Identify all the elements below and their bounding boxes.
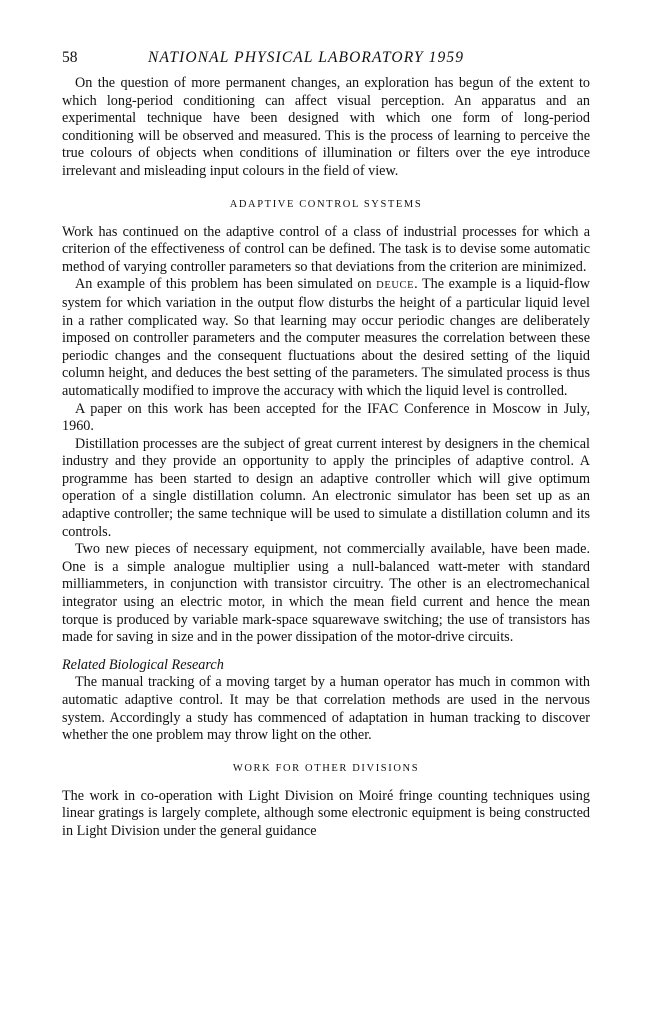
- running-header: [62, 48, 590, 68]
- intro-paragraph: On the question of more permanent changes, an exploration has begun of the extent to which long-period conditioning can affect visual perception. An apparatus and an experimental technique have been designed with which one form of long-period conditioning will be observed and measured. This is the process of learning to perceive the true colours of objects when conditions of illumination or filters over the eye introduce irrelevant and misleading input colours in the field of view.: [62, 75, 590, 179]
- computer-name: DEUCE: [376, 280, 415, 292]
- other-divisions-paragraph: The work in co-operation with Light Division on Moiré fringe counting techniques using linear gratings is largely complete, although some electronic equipment is being constructed in Light Division under the general guidance: [62, 787, 590, 839]
- page-number: 58: [62, 49, 78, 66]
- adaptive-control-paragraph-5: Two new pieces of necessary equipment, not commercially available, have been made. One is a simple analogue multiplier using a null-balanced watt-meter with standard milliammeters, in conjunction with transistor circuitry. The other is an electromechanical integrator using an electric motor, in which the mean field current and hence the mean torque is produced by variable mark-space squarewave switching; the use of transistors has made for saving in size and in the power dissipation of the motor-drive circuits.: [62, 541, 590, 646]
- adaptive-control-paragraph-2: [62, 276, 590, 400]
- section-heading-other-divisions: WORK FOR OTHER DIVISIONS: [232, 762, 420, 774]
- biological-paragraph: The manual tracking of a moving target by a human operator has much in common with automatic adaptive control. It may be that correlation methods are used in the nervous system. Accordingly a study has commenced of adaptation in human tracking to discover whether the one problem may throw light on the other.: [62, 674, 590, 744]
- document-page: [62, 48, 590, 841]
- adaptive-control-paragraph-3: A paper on this work has been accepted for the IFAC Conference in Moscow in July, 1960.: [62, 400, 590, 435]
- section-heading-adaptive-control: ADAPTIVE CONTROL SYSTEMS: [229, 198, 423, 210]
- running-title: NATIONAL PHYSICAL LABORATORY 1959: [148, 49, 465, 66]
- adaptive-control-paragraph-4: Distillation processes are the subject of great current interest by designers in the chemical industry and they provide an opportunity to apply the principles of adaptive control. A programme has been started to design an adaptive controller which will give optimum operation of a single distillation column. An electronic simulator has been set up as an adaptive controller; the same technique will be used to simulate a distillation column and its controls.: [62, 435, 590, 540]
- subheading-related-biological-research: Related Biological Research: [62, 656, 224, 673]
- paragraph-text: . The example is a liquid-flow system for which variation in the output flow disturbs the height of a particular liquid level in a rather complicated way. So that learning may occur periodic changes are deliberately imposed on controller parameters and the computer measures the correlation between these periodic changes and the consequent fluctuations about the desired setting of the liquid column height, and deduces the best setting of the parameters. The simulated process is thus automatically modified to improve the accuracy with which the liquid level is controlled.: [62, 276, 590, 399]
- adaptive-control-paragraph-1: Work has continued on the adaptive control of a class of industrial processes for which a criterion of the effectiveness of control can be defined. The task is to devise some automatic method of varying controller parameters so that deviations from the criterion are minimized.: [62, 223, 590, 275]
- paragraph-text: An example of this problem has been simulated on: [75, 276, 377, 293]
